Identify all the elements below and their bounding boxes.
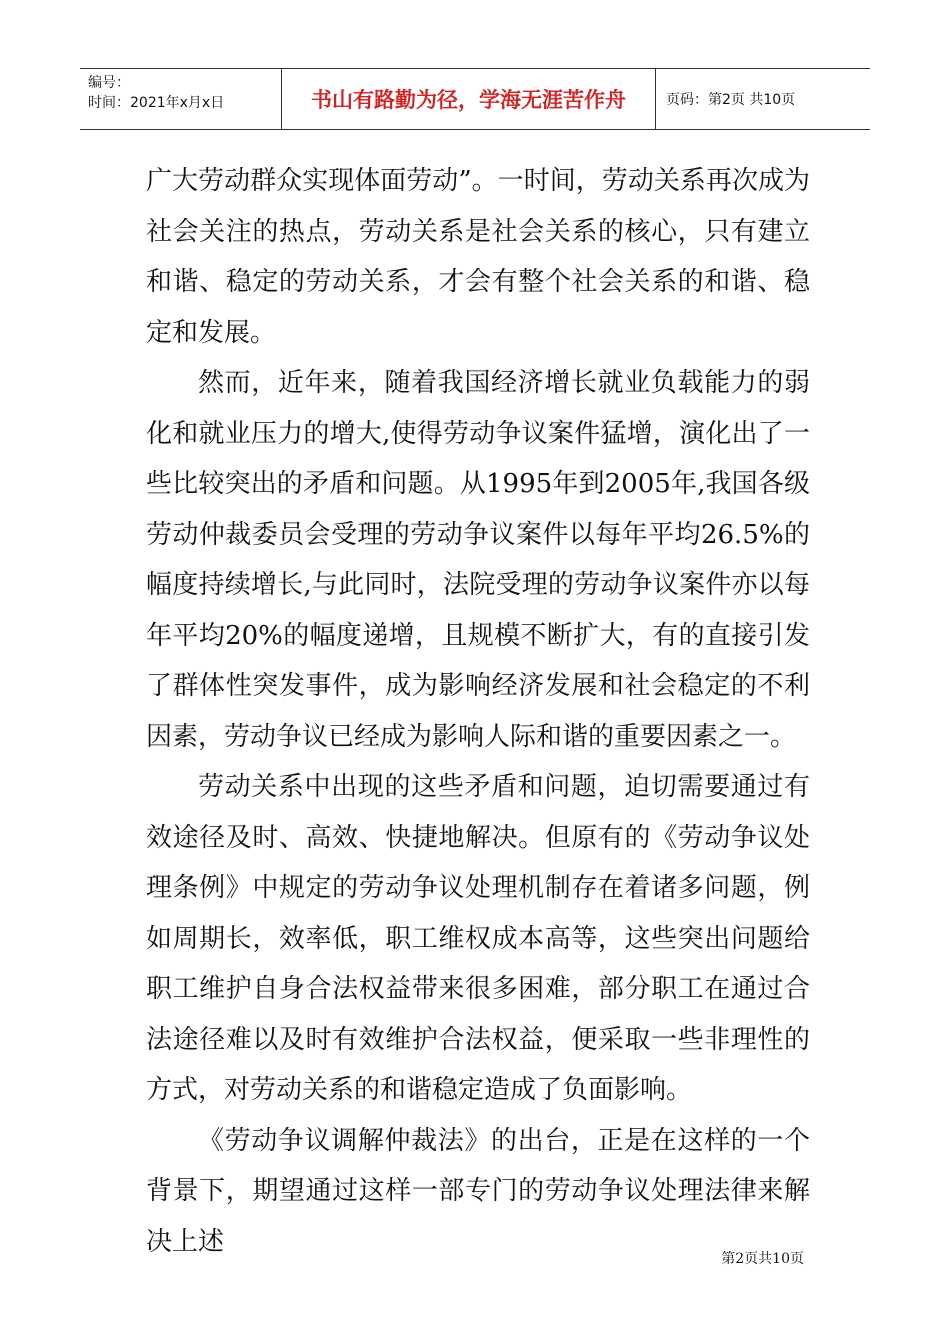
page-footer-number: 第2页共10页 xyxy=(721,1251,804,1267)
header-page-info: 页码：第2页 共10页 xyxy=(666,92,796,108)
document-header xyxy=(80,68,870,130)
paragraph-3: 劳动关系中出现的这些矛盾和问题，迫切需要通过有效途径及时、高效、快捷地解决。但原有的《劳动争议处理条例》中规定的劳动争议处理机制存在着诸多问题，例如周期长，效率低，职工维权成本高等，这些突出问题给职工维护自身合法权益带来很多困难，部分职工在通过合法途径难以及时有效维护合法权益，便采取一些非理性的方式，对劳动关系的和谐稳定造成了负面影响。 xyxy=(146,772,810,1105)
paragraph-2: 然而，近年来，随着我国经济增长就业负载能力的弱化和就业压力的增大,使得劳动争议案件猛增，演化出了一些比较突出的矛盾和问题。从1995年到2005年,我国各级劳动仲裁委员会受理的劳动争议案件以每年平均26.5%的幅度持续增长,与此同时，法院受理的劳动争议案件亦以每年平均20%的幅度递增，且规模不断扩大，有的直接引发了群体性突发事件，成为影响经济发展和社会稳定的不利因素，劳动争议已经成为影响人际和谐的重要因素之一。 xyxy=(146,368,810,752)
paragraph-1: 广大劳动群众实现体面劳动”。一时间，劳动关系再次成为社会关注的热点，劳动关系是社会关系的核心，只有建立和谐、稳定的劳动关系，才会有整个社会关系的和谐、稳定和发展。 xyxy=(146,166,810,348)
document-time-label: 时间：2021年x月x日 xyxy=(88,95,225,111)
header-motto: 书山有路勤为径，学海无涯苦作舟 xyxy=(282,69,656,129)
document-body xyxy=(146,156,810,1267)
document-number-label: 编号： xyxy=(88,75,130,91)
header-meta-cell xyxy=(80,69,282,129)
paragraph-4: 《劳动争议调解仲裁法》的出台，正是在这样的一个背景下，期望通过这样一部专门的劳动争议处理法律来解决上述 xyxy=(146,1125,810,1257)
